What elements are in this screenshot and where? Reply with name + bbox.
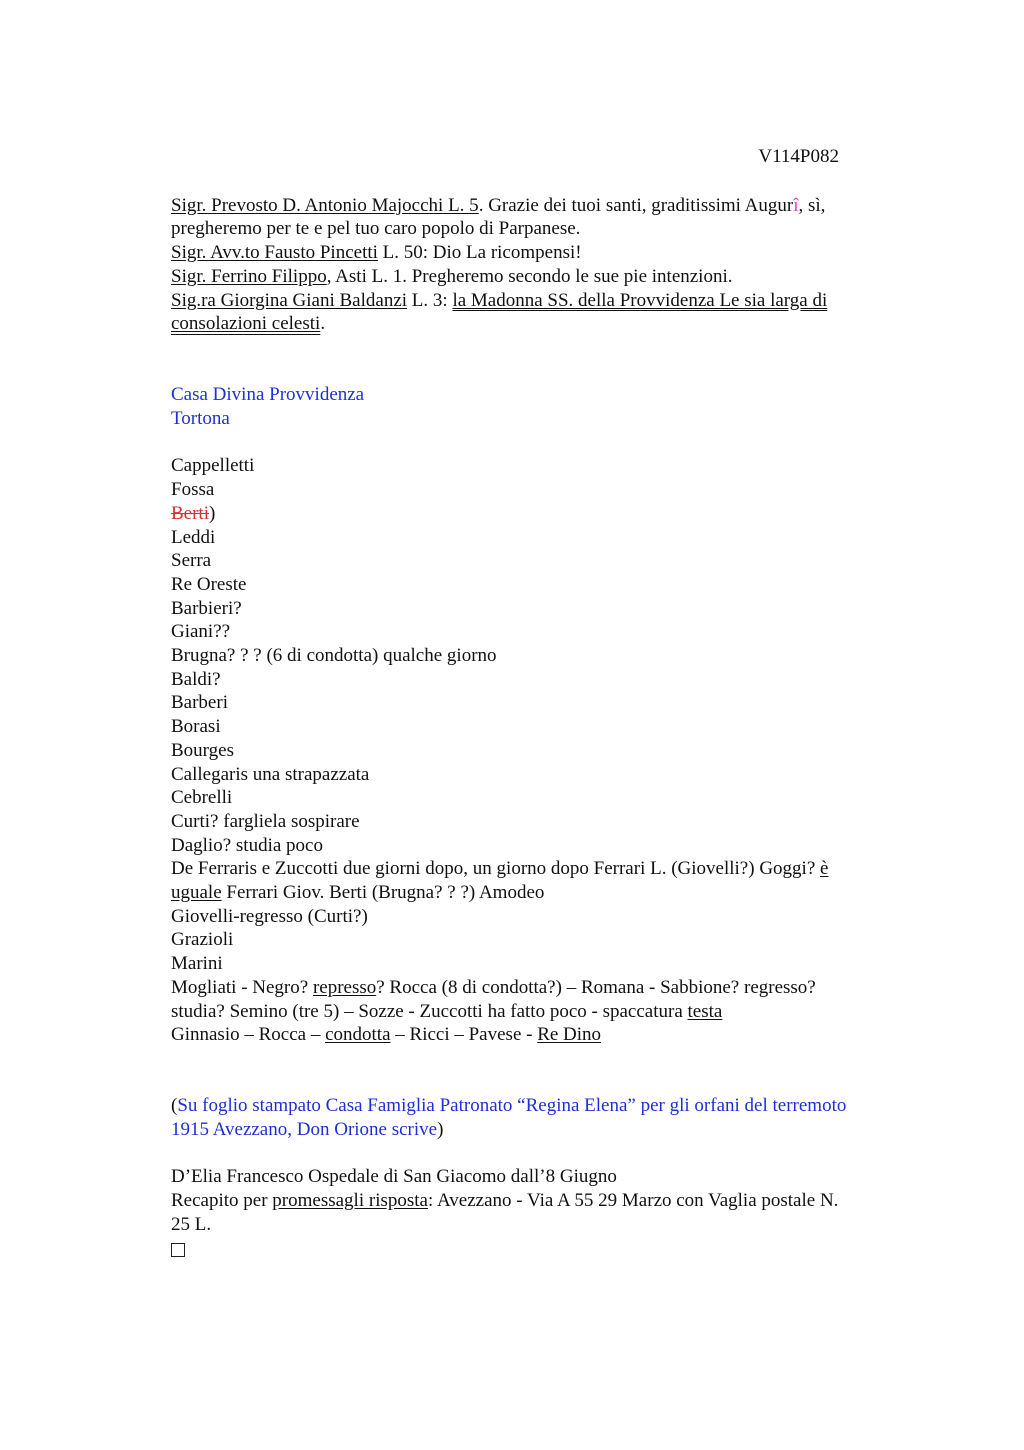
thanks-line-1: Sigr. Prevosto D. Antonio Majocchi L. 5. Grazie dei tuoi santi, graditissimi Augurî, sì,	[171, 194, 826, 216]
document-page	[171, 145, 911, 1263]
list-item: Baldi?	[171, 668, 221, 690]
delia-section	[171, 1165, 911, 1263]
list-item: Serra	[171, 550, 212, 572]
casa-line-1: Casa Divina Provvidenza	[171, 384, 365, 406]
list-item: De Ferraris e Zuccotti due giorni dopo, un giorno dopo Ferrari L. (Giovelli?) Goggi? è	[171, 858, 829, 880]
empty-square-icon	[171, 1243, 185, 1257]
editor-note	[171, 1094, 911, 1141]
list-item: Brugna? ? ? (6 di condotta) qualche giorno	[171, 645, 497, 667]
delia-line-1: D’Elia Francesco Ospedale di San Giacomo dall’8 Giugno	[171, 1166, 617, 1188]
list-item: Berti)	[171, 502, 216, 524]
list-item: Mogliati - Negro? represso? Rocca (8 di condotta?) – Romana - Sabbione? regresso?	[171, 976, 816, 998]
list-item: Bourges	[171, 739, 234, 761]
note-line-1: (Su foglio stampato Casa Famiglia Patronato “Regina Elena” per gli orfani del terremoto	[171, 1095, 847, 1117]
list-item: Borasi	[171, 716, 221, 738]
thanks-section	[171, 194, 911, 336]
corrected-letter: î	[793, 194, 799, 216]
names-list	[171, 454, 911, 1047]
list-item: Barbieri?	[171, 597, 242, 619]
thanks-line-6: consolazioni celesti.	[171, 313, 326, 335]
note-line-2: 1915 Avezzano, Don Orione scrive)	[171, 1119, 444, 1141]
casa-heading	[171, 383, 911, 430]
list-item: Giovelli-regresso (Curti?)	[171, 905, 368, 927]
thanks-line-4: Sigr. Ferrino Filippo, Asti L. 1. Pregheremo secondo le sue pie intenzioni.	[171, 265, 733, 287]
casa-line-2: Tortona	[171, 408, 230, 430]
donor-ferrino: Sigr. Ferrino Filippo	[171, 265, 327, 287]
list-item: Daglio? studia poco	[171, 834, 323, 856]
list-item: Leddi	[171, 526, 216, 548]
list-item: Callegaris una strapazzata	[171, 763, 370, 785]
list-item: Marini	[171, 953, 223, 975]
delia-line-3: 25 L.	[171, 1213, 212, 1235]
list-item: Cebrelli	[171, 787, 233, 809]
list-item: Giani??	[171, 621, 231, 643]
struck-name: Berti	[171, 502, 209, 524]
donor-baldanzi: Sig.ra Giorgina Giani Baldanzi	[171, 289, 408, 311]
list-item: Barberi	[171, 692, 228, 714]
donor-majocchi: Sigr. Prevosto D. Antonio Majocchi L. 5	[171, 194, 479, 216]
page-reference: V114P082	[758, 146, 839, 167]
list-item: Re Oreste	[171, 573, 247, 595]
list-item: Fossa	[171, 479, 215, 501]
list-item: studia? Semino (tre 5) – Sozze - Zuccotti ha fatto poco - spaccatura testa	[171, 1000, 723, 1022]
delia-line-2: Recapito per promessagli risposta: Avezzano - Via A 55 29 Marzo con Vaglia postale N.	[171, 1190, 839, 1212]
thanks-line-5: Sig.ra Giorgina Giani Baldanzi L. 3: la Madonna SS. della Provvidenza Le sia larga di	[171, 289, 828, 311]
list-item: Grazioli	[171, 929, 234, 951]
list-item: Ginnasio – Rocca – condotta – Ricci – Pavese - Re Dino	[171, 1024, 602, 1046]
list-item: uguale Ferrari Giov. Berti (Brugna? ? ?) Amodeo	[171, 882, 545, 904]
list-item: Curti? fargliela sospirare	[171, 810, 360, 832]
thanks-line-3: Sigr. Avv.to Fausto Pincetti L. 50: Dio La ricompensi!	[171, 242, 582, 264]
thanks-line-2: pregheremo per te e pel tuo caro popolo di Parpanese.	[171, 218, 581, 240]
list-item: Cappelletti	[171, 455, 255, 477]
donor-pincetti: Sigr. Avv.to Fausto Pincetti	[171, 242, 378, 264]
